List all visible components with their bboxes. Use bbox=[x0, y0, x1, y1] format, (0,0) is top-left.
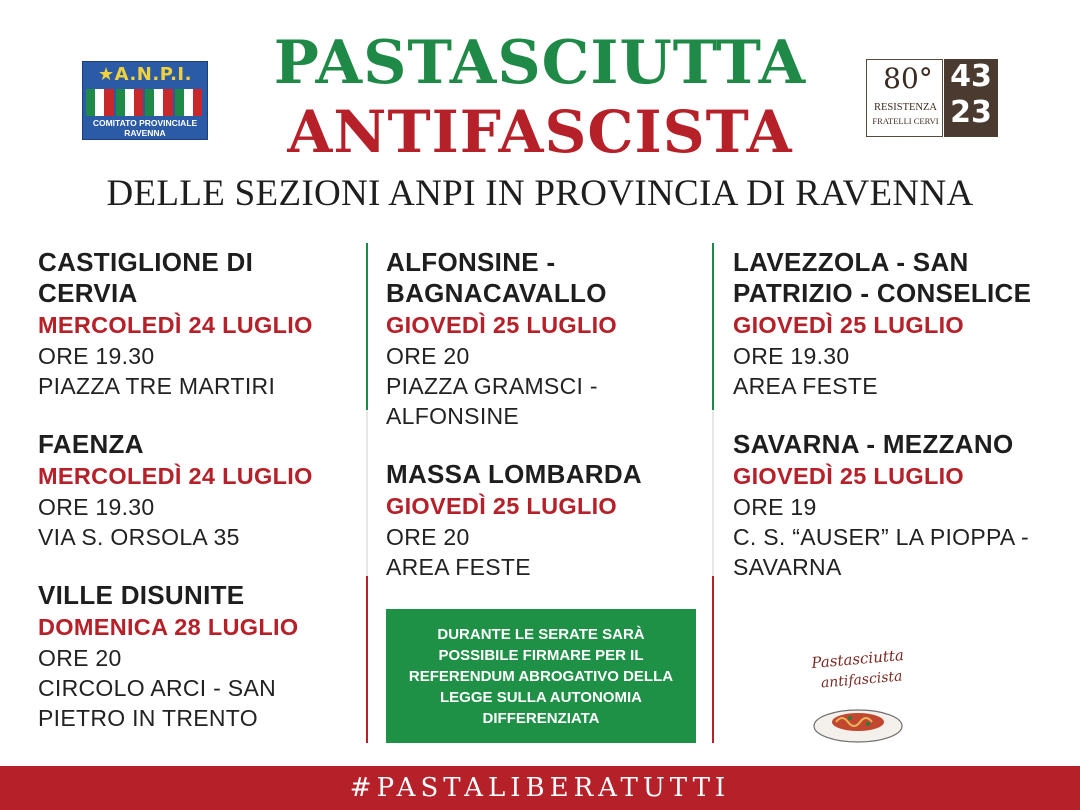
event-venue: VIA S. ORSOLA 35 bbox=[38, 524, 240, 550]
event-time: ORE 19.30 bbox=[38, 494, 155, 520]
cervi-line2: FRATELLI CERVI bbox=[872, 116, 939, 126]
cervi-line1: RESISTENZA bbox=[874, 102, 937, 113]
cervi-years: 43 23 bbox=[944, 59, 998, 137]
event-time: ORE 20 bbox=[38, 645, 122, 671]
event-venue: AREA FESTE bbox=[386, 554, 531, 580]
pasta-icon bbox=[832, 713, 884, 731]
basil-icon bbox=[866, 722, 870, 726]
event-venue: AREA FESTE bbox=[733, 373, 878, 399]
event-time: ORE 19 bbox=[733, 494, 817, 520]
event-time: ORE 19.30 bbox=[733, 343, 850, 369]
cervi-number: 80° bbox=[883, 62, 933, 95]
event-date: MERCOLEDÌ 24 LUGLIO bbox=[38, 312, 313, 338]
column-1 bbox=[38, 247, 358, 753]
event-place: SAVARNA - MEZZANO bbox=[733, 429, 1014, 459]
event-time: ORE 19.30 bbox=[38, 343, 155, 369]
event-lavezzola bbox=[733, 247, 1053, 401]
anpi-caption: COMITATO PROVINCIALE RAVENNA bbox=[92, 118, 198, 138]
stamp-line-1: Pastasciutta bbox=[810, 646, 905, 673]
event-venue: PIAZZA GRAMSCI - ALFONSINE bbox=[386, 373, 598, 429]
column-divider bbox=[712, 243, 714, 743]
event-time: ORE 20 bbox=[386, 524, 470, 550]
event-venue: C. S. “AUSER” LA PIOPPA - SAVARNA bbox=[733, 524, 1029, 580]
event-date: GIOVEDÌ 25 LUGLIO bbox=[733, 463, 965, 489]
anpi-brand: ★A.N.P.I. bbox=[98, 64, 192, 85]
event-date: MERCOLEDÌ 24 LUGLIO bbox=[38, 463, 313, 489]
event-place: CASTIGLIONE DI CERVIA bbox=[38, 247, 254, 308]
column-3 bbox=[733, 247, 1053, 602]
column-2 bbox=[386, 247, 706, 602]
event-date: GIOVEDÌ 25 LUGLIO bbox=[733, 312, 965, 338]
event-savarna bbox=[733, 429, 1053, 582]
subtitle: DELLE SEZIONI ANPI IN PROVINCIA DI RAVENNA bbox=[106, 173, 974, 214]
event-place: MASSA LOMBARDA bbox=[386, 459, 642, 489]
title-line-2: ANTIFASCISTA bbox=[287, 98, 793, 166]
event-castiglione bbox=[38, 247, 358, 401]
event-venue: CIRCOLO ARCI - SAN PIETRO IN TRENTO bbox=[38, 675, 276, 731]
footer-hashtag: #PASTALIBERATUTTI bbox=[0, 766, 1080, 810]
event-alfonsine bbox=[386, 247, 706, 431]
notice-text: DURANTE LE SERATE SARÀ POSSIBILE FIRMARE PER IL REFERENDUM ABROGATIVO DELLA LEGGE SULLA AUTONOMIA DIFFERENZIATA bbox=[408, 625, 674, 727]
event-place: ALFONSINE - BAGNACAVALLO bbox=[386, 247, 607, 308]
event-place: LAVEZZOLA - SAN PATRIZIO - CONSELICE bbox=[733, 247, 1032, 308]
column-divider bbox=[366, 243, 368, 743]
event-date: DOMENICA 28 LUGLIO bbox=[38, 614, 299, 640]
stamp-line-2: antifascista bbox=[820, 668, 904, 692]
event-venue: PIAZZA TRE MARTIRI bbox=[38, 373, 276, 399]
event-date: GIOVEDÌ 25 LUGLIO bbox=[386, 312, 618, 338]
event-ville-disunite bbox=[38, 580, 358, 733]
event-time: ORE 20 bbox=[386, 343, 470, 369]
pasta-plate-illustration bbox=[788, 644, 928, 748]
event-place: FAENZA bbox=[38, 429, 144, 459]
event-massa-lombarda bbox=[386, 459, 706, 582]
event-date: GIOVEDÌ 25 LUGLIO bbox=[386, 493, 618, 519]
basil-icon bbox=[848, 716, 852, 720]
event-faenza bbox=[38, 429, 358, 552]
title-line-1: PASTASCIUTTA bbox=[273, 28, 807, 98]
event-place: VILLE DISUNITE bbox=[38, 580, 245, 610]
referendum-notice bbox=[386, 609, 696, 743]
